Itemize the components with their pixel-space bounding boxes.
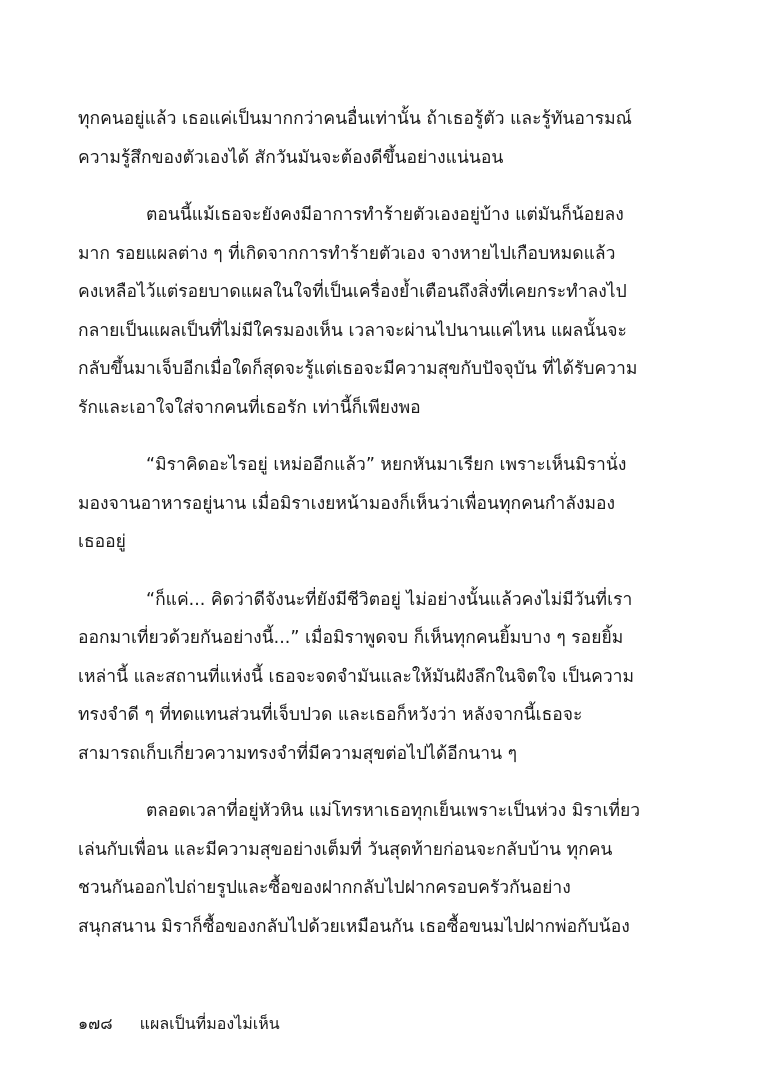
paragraph-1 <box>78 100 690 177</box>
text-line: สามารถเก็บเกี่ยวความทรงจำที่มีความสุขต่อไปได้อีกนาน ๆ <box>78 743 518 764</box>
text-line: มาก รอยแผลต่าง ๆ ที่เกิดจากการทำร้ายตัวเอง จางหายไปเกือบหมดแล้ว <box>78 243 616 264</box>
text-line: กลายเป็นแผลเป็นที่ไม่มีใครมองเห็น เวลาจะผ่านไปนานแค่ไหน แผลนั้นจะ <box>78 320 627 341</box>
paragraph-5 <box>78 792 690 946</box>
text-line: “มิราคิดอะไรอยู่ เหม่ออีกแล้ว” หยกหันมาเรียก เพราะเห็นมิรานั่ง <box>146 455 627 475</box>
text-line: ความรู้สึกของตัวเองได้ สักวันมันจะต้องดีขึ้นอย่างแน่นอน <box>78 147 504 168</box>
page-footer <box>78 1010 280 1038</box>
running-title: แผลเป็นที่มองไม่เห็น <box>139 1014 280 1033</box>
text-line: มองจานอาหารอยู่นาน เมื่อมิราเงยหน้ามองก็เห็นว่าเพื่อนทุกคนกำลังมอง <box>78 493 616 514</box>
text-line: ตอนนี้แม้เธอจะยังคงมีอาการทำร้ายตัวเองอยู่บ้าง แต่มันก็น้อยลง <box>146 205 624 225</box>
text-line: เหล่านี้ และสถานที่แห่งนี้ เธอจะจดจำมันและให้มันฝังลึกในจิตใจ เป็นความ <box>78 666 635 687</box>
text-line: ทุกคนอยู่แล้ว เธอแค่เป็นมากกว่าคนอื่นเท่านั้น ถ้าเธอรู้ตัว และรู้ทันอารมณ์ <box>78 109 632 129</box>
text-line: รักและเอาใจใส่จากคนที่เธอรัก เท่านี้ก็เพียงพอ <box>78 397 421 418</box>
paragraph-4 <box>78 581 690 774</box>
page-number: ๑๗๘ <box>78 1014 113 1033</box>
text-line: คงเหลือไว้แต่รอยบาดแผลในใจที่เป็นเครื่องย้ำเตือนถึงสิ่งที่เคยกระทำลงไป <box>78 282 627 302</box>
text-line: เล่นกับเพื่อน และมีความสุขอย่างเต็มที่ วันสุดท้ายก่อนจะกลับบ้าน ทุกคน <box>78 839 613 860</box>
page-body <box>78 100 690 946</box>
text-line: ตลอดเวลาที่อยู่หัวหิน แม่โทรหาเธอทุกเย็นเพราะเป็นห่วง มิราเที่ยว <box>146 801 641 821</box>
text-line: ชวนกันออกไปถ่ายรูปและซื้อของฝากกลับไปฝากครอบครัวกันอย่าง <box>78 878 571 898</box>
text-line: เธออยู่ <box>78 532 126 552</box>
text-line: กลับขึ้นมาเจ็บอีกเมื่อใดก็สุดจะรู้แต่เธอจะมีความสุขกับปัจจุบัน ที่ได้รับความ <box>78 359 638 379</box>
text-line: ทรงจำดี ๆ ที่ทดแทนส่วนที่เจ็บปวด และเธอก็หวังว่า หลังจากนี้เธอจะ <box>78 705 583 725</box>
text-line: “ก็แค่... คิดว่าดีจังนะที่ยังมีชีวิตอยู่ ไม่อย่างนั้นแล้วคงไม่มีวันที่เรา <box>146 589 633 610</box>
text-line: ออกมาเที่ยวด้วยกันอย่างนี้...” เมื่อมิราพูดจบ ก็เห็นทุกคนยิ้มบาง ๆ รอยยิ้ม <box>78 628 624 648</box>
paragraph-2 <box>78 196 690 427</box>
paragraph-3 <box>78 446 690 562</box>
text-line: สนุกสนาน มิราก็ซื้อของกลับไปด้วยเหมือนกัน เธอซื้อขนมไปฝากพ่อกับน้อง <box>78 916 630 937</box>
